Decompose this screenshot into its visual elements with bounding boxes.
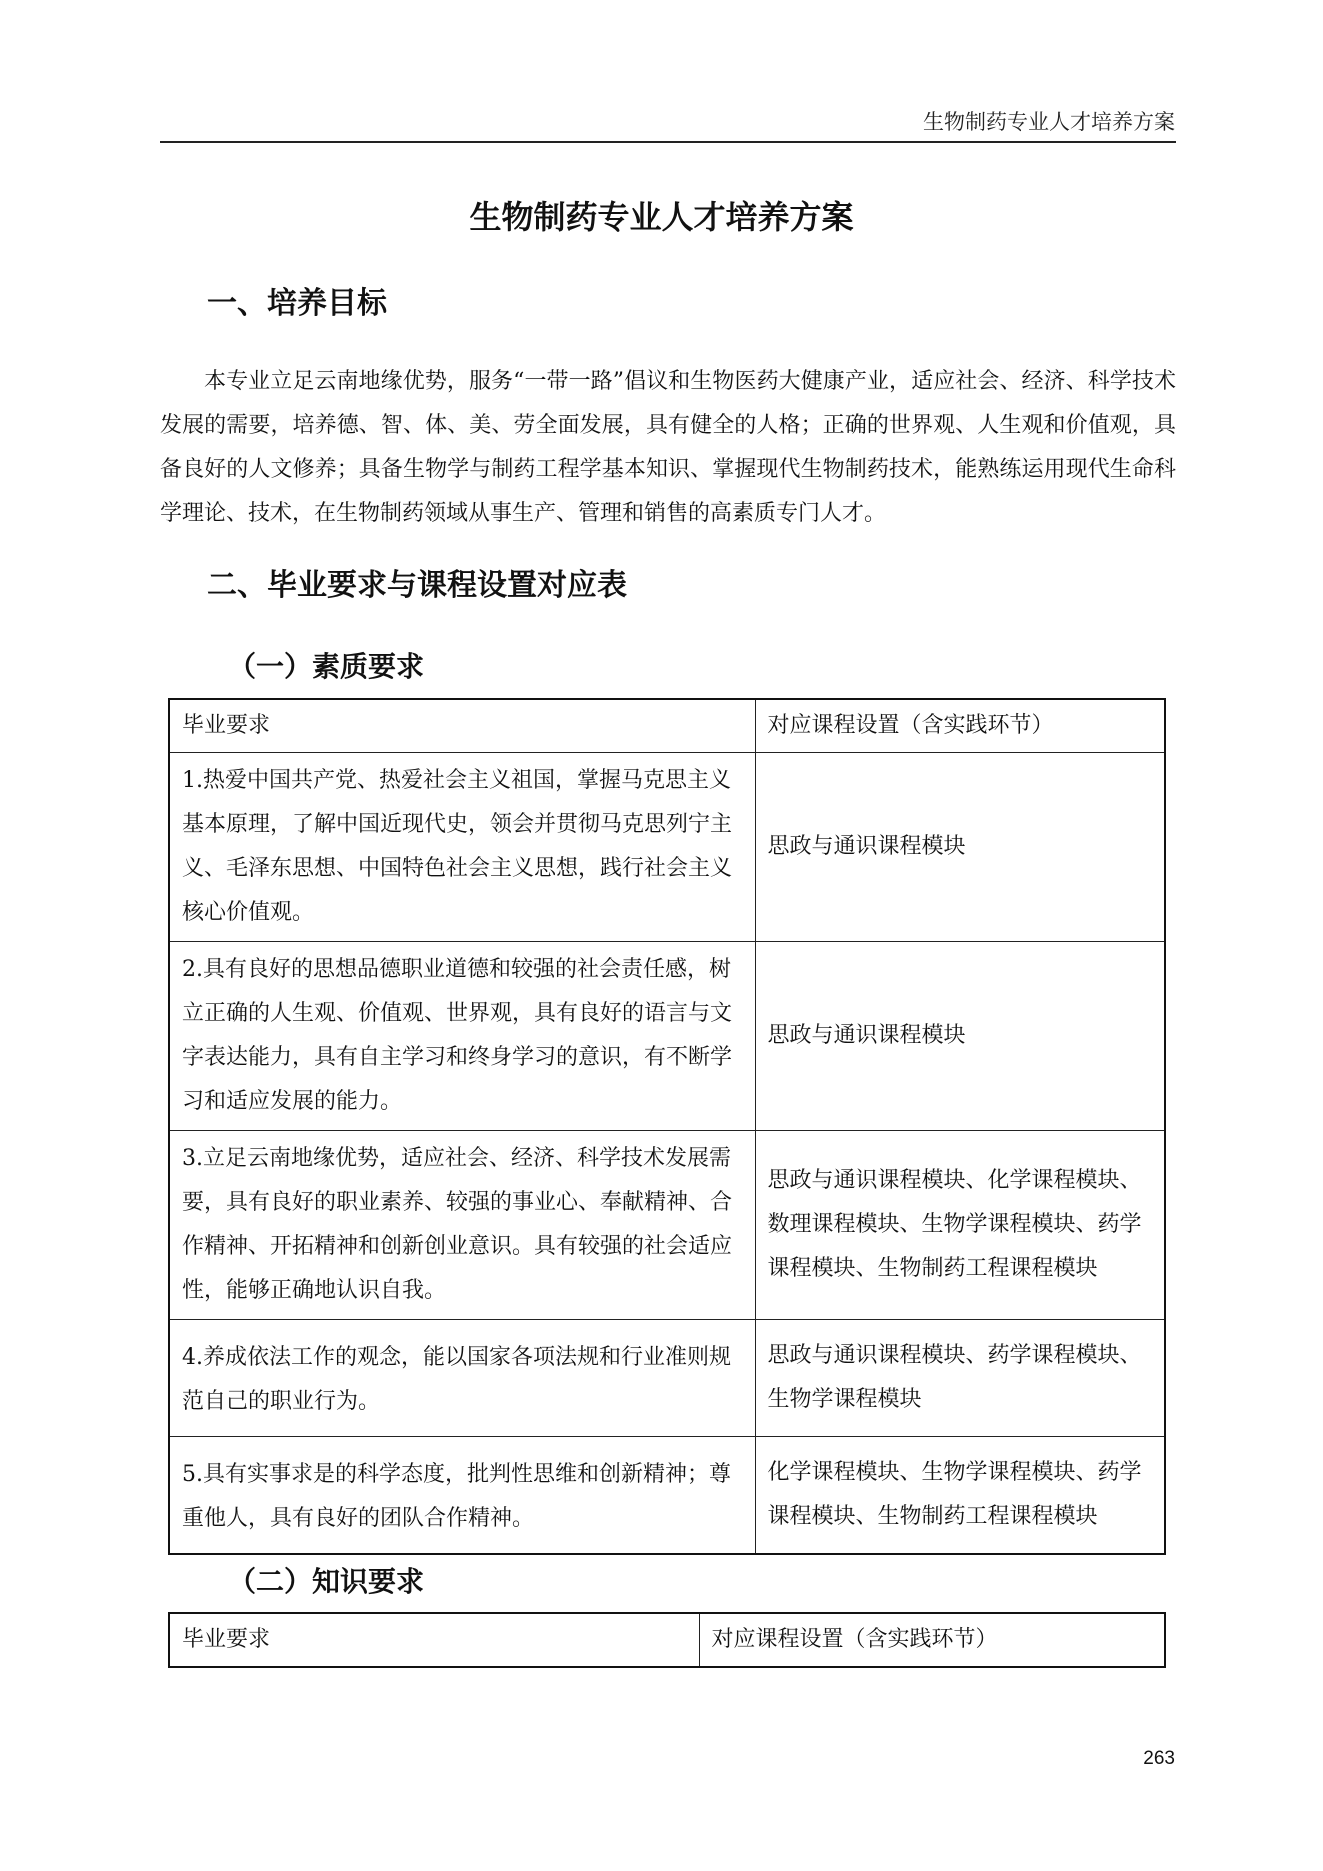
page-number: 263 (1143, 1748, 1175, 1769)
courses-cell: 思政与通识课程模块、化学课程模块、数理课程模块、生物学课程模块、药学课程模块、生物制药工程课程模块 (755, 1131, 1165, 1320)
table-header-row (169, 699, 1165, 753)
column-header: 对应课程设置（含实践环节） (755, 699, 1165, 753)
knowledge-requirements-table (168, 1612, 1166, 1668)
column-header: 毕业要求 (169, 699, 755, 753)
courses-cell: 思政与通识课程模块、药学课程模块、生物学课程模块 (755, 1320, 1165, 1437)
courses-cell: 思政与通识课程模块 (755, 753, 1165, 942)
courses-cell: 思政与通识课程模块 (755, 942, 1165, 1131)
table-row (169, 1320, 1165, 1437)
header-rule (160, 141, 1176, 143)
table-header-row (169, 1613, 1165, 1667)
column-header: 毕业要求 (169, 1613, 699, 1667)
requirement-cell: 4.养成依法工作的观念，能以国家各项法规和行业准则规范自己的职业行为。 (169, 1320, 755, 1437)
requirement-cell: 1.热爱中国共产党、热爱社会主义祖国，掌握马克思主义基本原理，了解中国近现代史，领会并贯彻马克思列宁主义、毛泽东思想、中国特色社会主义思想，践行社会主义核心价值观。 (169, 753, 755, 942)
requirement-cell: 3.立足云南地缘优势，适应社会、经济、科学技术发展需要，具有良好的职业素养、较强的事业心、奉献精神、合作精神、开拓精神和创新创业意识。具有较强的社会适应性，能够正确地认识自我。 (169, 1131, 755, 1320)
table-row (169, 1437, 1165, 1555)
table-row (169, 1131, 1165, 1320)
document-title: 生物制药专业人才培养方案 (469, 198, 854, 236)
courses-cell: 化学课程模块、生物学课程模块、药学课程模块、生物制药工程课程模块 (755, 1437, 1165, 1555)
column-header: 对应课程设置（含实践环节） (699, 1613, 1165, 1667)
subsection-heading-quality: （一）素质要求 (228, 650, 425, 683)
subsection-heading-knowledge: （二）知识要求 (228, 1565, 425, 1598)
requirement-cell: 5.具有实事求是的科学态度，批判性思维和创新精神；尊重他人，具有良好的团队合作精神。 (169, 1437, 755, 1555)
goals-paragraph: 本专业立足云南地缘优势，服务“一带一路”倡议和生物医药大健康产业，适应社会、经济、科学技术发展的需要，培养德、智、体、美、劳全面发展，具有健全的人格；正确的世界观、人生观和价值观，具备良好的人文修养；具备生物学与制药工程学基本知识、掌握现代生物制药技术，能熟练运用现代生命科学理论、技术，在生物制药领域从事生产、管理和销售的高素质专门人才。 (160, 369, 1176, 526)
table-row (169, 942, 1165, 1131)
requirement-cell: 2.具有良好的思想品德职业道德和较强的社会责任感，树立正确的人生观、价值观、世界观，具有良好的语言与文字表达能力，具有自主学习和终身学习的意识，有不断学习和适应发展的能力。 (169, 942, 755, 1131)
section-heading-goals: 一、培养目标 (207, 286, 387, 321)
quality-requirements-table (168, 698, 1166, 1555)
section-heading-requirements: 二、毕业要求与课程设置对应表 (207, 568, 627, 603)
running-header: 生物制药专业人才培养方案 (923, 110, 1175, 134)
table-row (169, 753, 1165, 942)
